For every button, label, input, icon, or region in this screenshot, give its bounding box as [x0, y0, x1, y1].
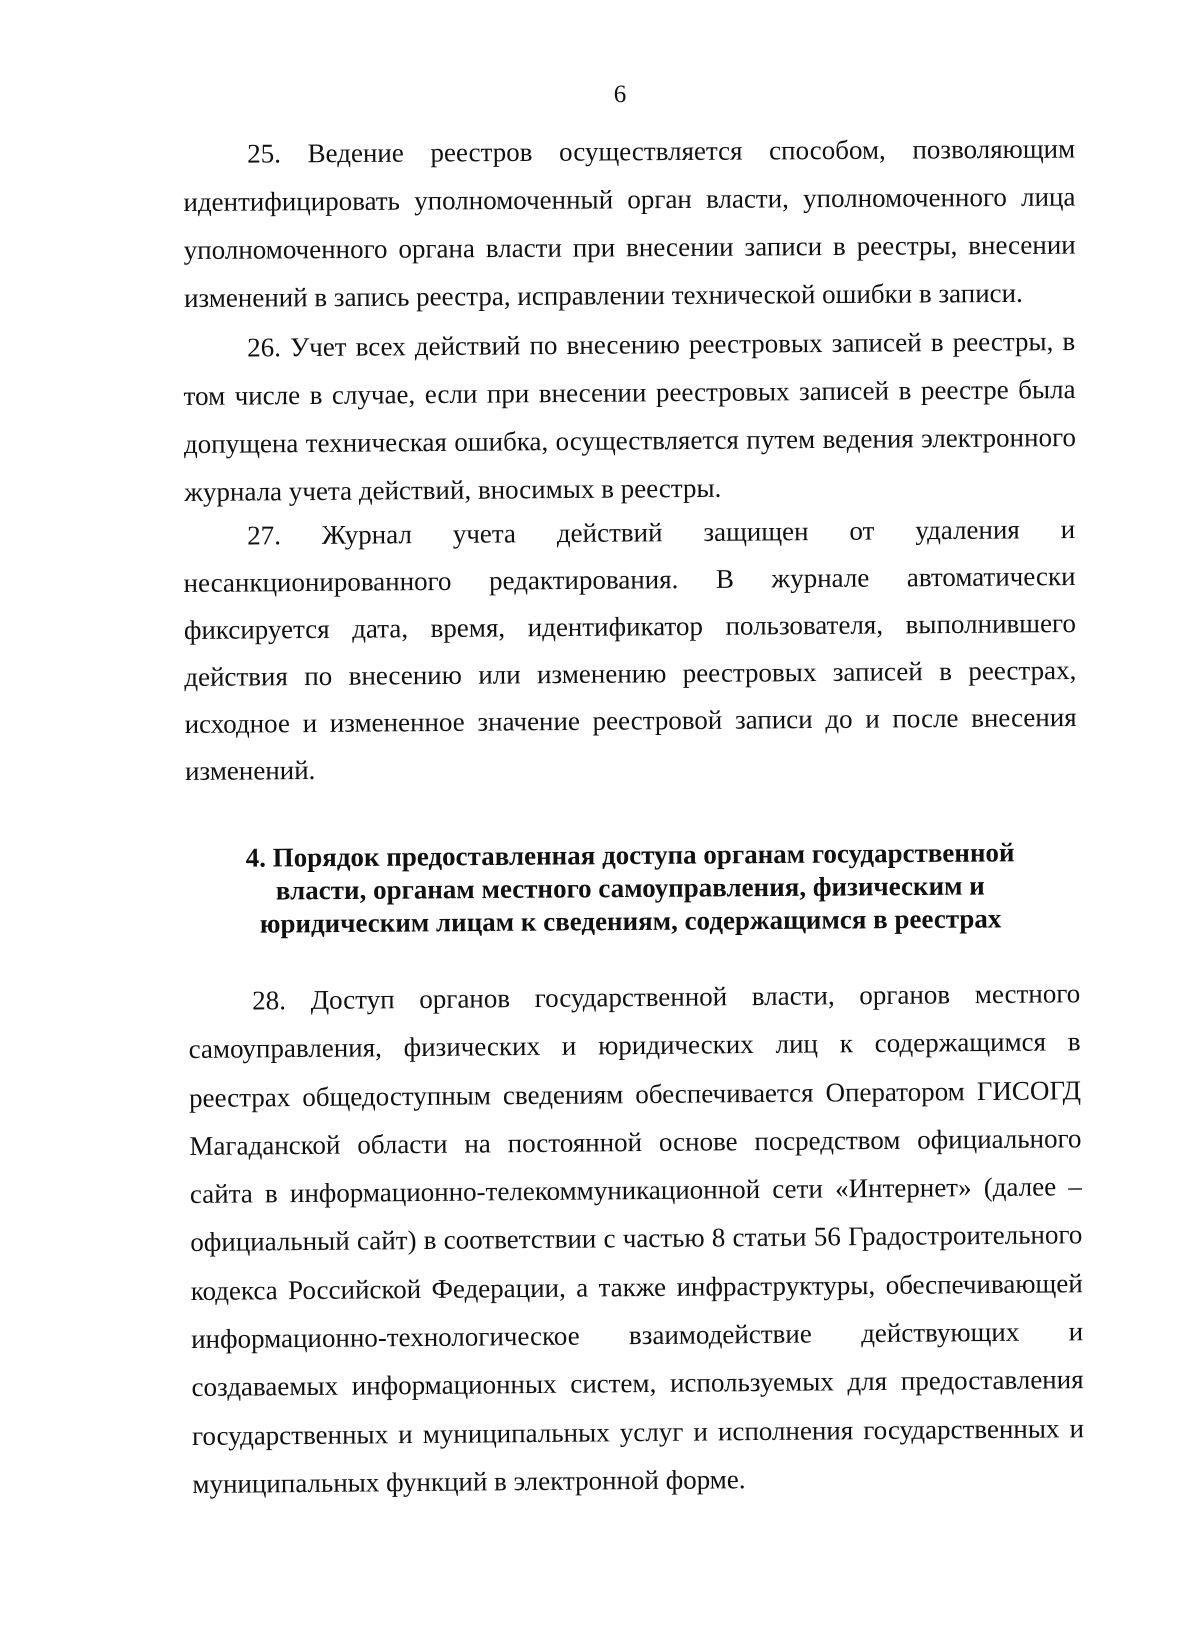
section-4-heading: 4. Порядок предоставленная доступа органам государственной власти, органам местного самоуправления, физическим и юридическим лицам к сведениям, содержащимся в реестрах — [245, 837, 1015, 939]
paragraph-26: 26. Учет всех действий по внесению реестровых записей в реестры, в том числе в случае, если при внесении реестровых записей в реестре была допущена техническая ошибка, осуществляется путем ведения электронного журнала учета действий, вносимых в реестры. — [183, 325, 1077, 507]
paragraph-28: 28. Доступ органов государственной власти, органов местного самоуправления, физических и юридических лиц к содержащимся в реестрах общедоступным сведениям обеспечивается Оператором ГИСОГД Магаданской области на постоянной основе посредством официального сайта в информационно-телекоммуникационной сети «Интернет» (далее – официальный сайт) в соответствии с частью 8 статьи 56 Градостроительного кодекса Российской Федерации, а также инфраструктуры, обеспечивающей информационно-технологическое взаимодействие действующих и создаваемых информационных систем, используемых для предоставления государственных и муниципальных услуг и исполнения государственных и муниципальных функций в электронной форме. — [188, 978, 1085, 1499]
paragraph-25: 25. Ведение реестров осуществляется способом, позволяющим идентифицировать уполномоченный орган власти, уполномоченного лица уполномоченного органа власти при внесении записи в реестры, внесении изменений в запись реестра, исправлении технической ошибки в записи. — [183, 133, 1076, 313]
page-number: 6 — [613, 81, 627, 108]
paragraph-27: 27. Журнал учета действий защищен от удаления и несанкционированного редактирования. В журнале автоматически фиксируется дата, время, идентификатор пользователя, выполнившего действия по внесению или изменению реестровых записей в реестрах, исходное и измененное значение реестровой записи до и после внесения изменений. — [183, 513, 1077, 786]
